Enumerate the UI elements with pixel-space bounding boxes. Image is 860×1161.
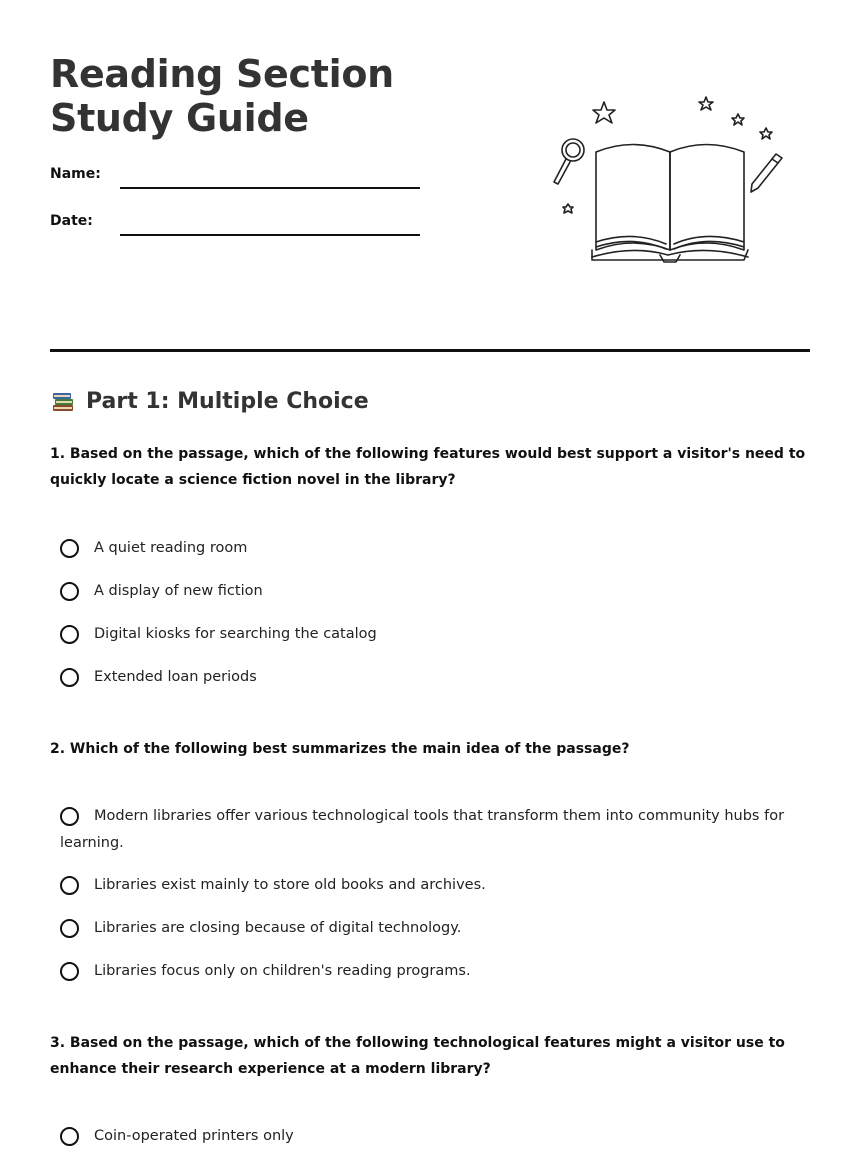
q1-option-d[interactable] — [60, 664, 810, 691]
radio-button[interactable] — [60, 625, 79, 644]
q1-option-c[interactable] — [60, 621, 810, 648]
radio-button[interactable] — [60, 582, 79, 601]
part1-heading-text: Part 1: Multiple Choice — [86, 388, 369, 414]
radio-button[interactable] — [60, 807, 79, 826]
q1-option-a[interactable] — [60, 535, 810, 562]
books-icon — [50, 388, 76, 414]
radio-button[interactable] — [60, 1127, 79, 1146]
section-divider — [50, 349, 810, 352]
question-1: 1. Based on the passage, which of the following features would best support a visitor's need to quickly locate a science fiction novel in the library? — [50, 446, 806, 488]
option-label: Extended loan periods — [94, 669, 257, 685]
radio-button[interactable] — [60, 539, 79, 558]
radio-button[interactable] — [60, 962, 79, 981]
option-label: A display of new fiction — [94, 583, 263, 599]
name-field-line[interactable] — [120, 187, 420, 189]
option-label: Libraries are closing because of digital technology. — [94, 920, 462, 936]
q2-option-a[interactable] — [60, 803, 810, 857]
date-label: Date: — [50, 213, 93, 229]
date-field-line[interactable] — [120, 234, 420, 236]
question-3: 3. Based on the passage, which of the following technological features might a visitor use to enhance their research experience at a modern library? — [50, 1035, 785, 1077]
open-book-illustration-icon — [548, 92, 788, 267]
radio-button[interactable] — [60, 668, 79, 687]
option-label: Coin-operated printers only — [94, 1128, 294, 1144]
option-label: Libraries exist mainly to store old books and archives. — [94, 877, 486, 893]
option-label: Digital kiosks for searching the catalog — [94, 626, 377, 642]
q2-option-b[interactable] — [60, 872, 810, 899]
option-label: Modern libraries offer various technological tools that transform them into community hubs for learning. — [60, 808, 785, 851]
question-2: 2. Which of the following best summarizes the main idea of the passage? — [50, 741, 630, 757]
q3-option-a[interactable] — [60, 1123, 810, 1150]
q2-option-d[interactable] — [60, 958, 810, 985]
part1-heading — [50, 388, 369, 414]
option-label: Libraries focus only on children's reading programs. — [94, 963, 471, 979]
page-title: Reading Section Study Guide — [50, 52, 394, 140]
q2-option-c[interactable] — [60, 915, 810, 942]
option-label: A quiet reading room — [94, 540, 248, 556]
name-label: Name: — [50, 166, 101, 182]
radio-button[interactable] — [60, 876, 79, 895]
q1-option-b[interactable] — [60, 578, 810, 605]
radio-button[interactable] — [60, 919, 79, 938]
